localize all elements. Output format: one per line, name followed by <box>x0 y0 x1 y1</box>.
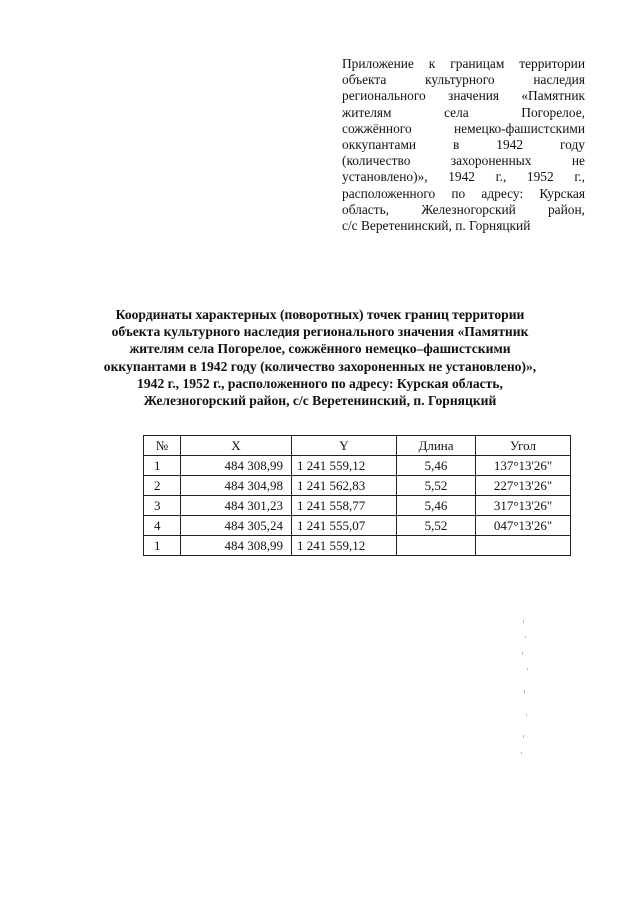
cell-y: 1 241 559,12 <box>292 456 397 476</box>
scan-speck <box>523 735 524 738</box>
scan-speck <box>525 636 526 638</box>
heading-line: объекта культурного наследия регионального значения «Памятник <box>111 324 529 340</box>
cell-angle: 137°13'26" <box>476 456 571 476</box>
cell-y: 1 241 562,83 <box>292 476 397 496</box>
cell-number: 2 <box>144 476 181 496</box>
appendix-line: Приложение к границам территории <box>342 56 585 71</box>
table-row <box>144 516 571 536</box>
cell-angle: 047°13'26" <box>476 516 571 536</box>
scan-speck <box>527 668 528 670</box>
cell-length <box>397 536 476 556</box>
document-heading <box>95 306 545 409</box>
table-row <box>144 456 571 476</box>
appendix-line: с/с Веретенинский, п. Горняцкий <box>342 218 531 234</box>
scan-speck <box>526 714 527 716</box>
coordinates-table <box>143 435 571 556</box>
cell-length: 5,46 <box>397 496 476 516</box>
header-number: № <box>144 436 181 456</box>
appendix-line: жителям села Погорелое, <box>342 104 585 120</box>
scan-speck <box>524 690 525 693</box>
cell-x: 484 305,24 <box>181 516 292 536</box>
table-header-row <box>144 436 571 456</box>
cell-number: 3 <box>144 496 181 516</box>
cell-length: 5,52 <box>397 516 476 536</box>
cell-y: 1 241 558,77 <box>292 496 397 516</box>
cell-y: 1 241 559,12 <box>292 536 397 556</box>
table-row <box>144 476 571 496</box>
cell-y: 1 241 555,07 <box>292 516 397 536</box>
table-row <box>144 536 571 556</box>
cell-number: 4 <box>144 516 181 536</box>
scan-speck <box>521 752 522 754</box>
heading-line: Железногорский район, с/с Веретенинский, п. Горняцкий <box>143 393 497 409</box>
scan-speck <box>523 620 524 623</box>
cell-length: 5,52 <box>397 476 476 496</box>
header-x: X <box>181 436 292 456</box>
cell-number: 1 <box>144 536 181 556</box>
cell-length: 5,46 <box>397 456 476 476</box>
header-angle: Угол <box>476 436 571 456</box>
cell-x: 484 308,99 <box>181 536 292 556</box>
appendix-line: расположенного по адресу: Курская <box>342 185 585 201</box>
appendix-line: сожжённого немецко-фашистскими <box>342 120 585 136</box>
appendix-line: область, Железногорский район, <box>342 201 585 217</box>
cell-angle <box>476 536 571 556</box>
header-y: Y <box>292 436 397 456</box>
appendix-note <box>342 56 585 234</box>
appendix-line: (количество захороненных не <box>342 153 585 169</box>
heading-line: жителям села Погорелое, сожжённого немецко–фашистскими <box>129 341 511 357</box>
heading-line: Координаты характерных (поворотных) точек границ территории <box>115 307 525 322</box>
appendix-line: объекта культурного наследия <box>342 72 585 88</box>
table-row <box>144 496 571 516</box>
header-length: Длина <box>397 436 476 456</box>
cell-x: 484 301,23 <box>181 496 292 516</box>
heading-line: оккупантами в 1942 году (количество захороненных не установлено)», <box>103 358 537 374</box>
cell-x: 484 308,99 <box>181 456 292 476</box>
cell-number: 1 <box>144 456 181 476</box>
appendix-line: оккупантами в 1942 году <box>342 137 585 153</box>
heading-line: 1942 г., 1952 г., расположенного по адресу: Курская область, <box>137 375 503 391</box>
cell-angle: 227°13'26" <box>476 476 571 496</box>
appendix-line: установлено)», 1942 г., 1952 г., <box>342 169 585 185</box>
appendix-line: регионального значения «Памятник <box>342 88 585 104</box>
cell-x: 484 304,98 <box>181 476 292 496</box>
scan-speck <box>522 652 523 655</box>
cell-angle: 317°13'26" <box>476 496 571 516</box>
